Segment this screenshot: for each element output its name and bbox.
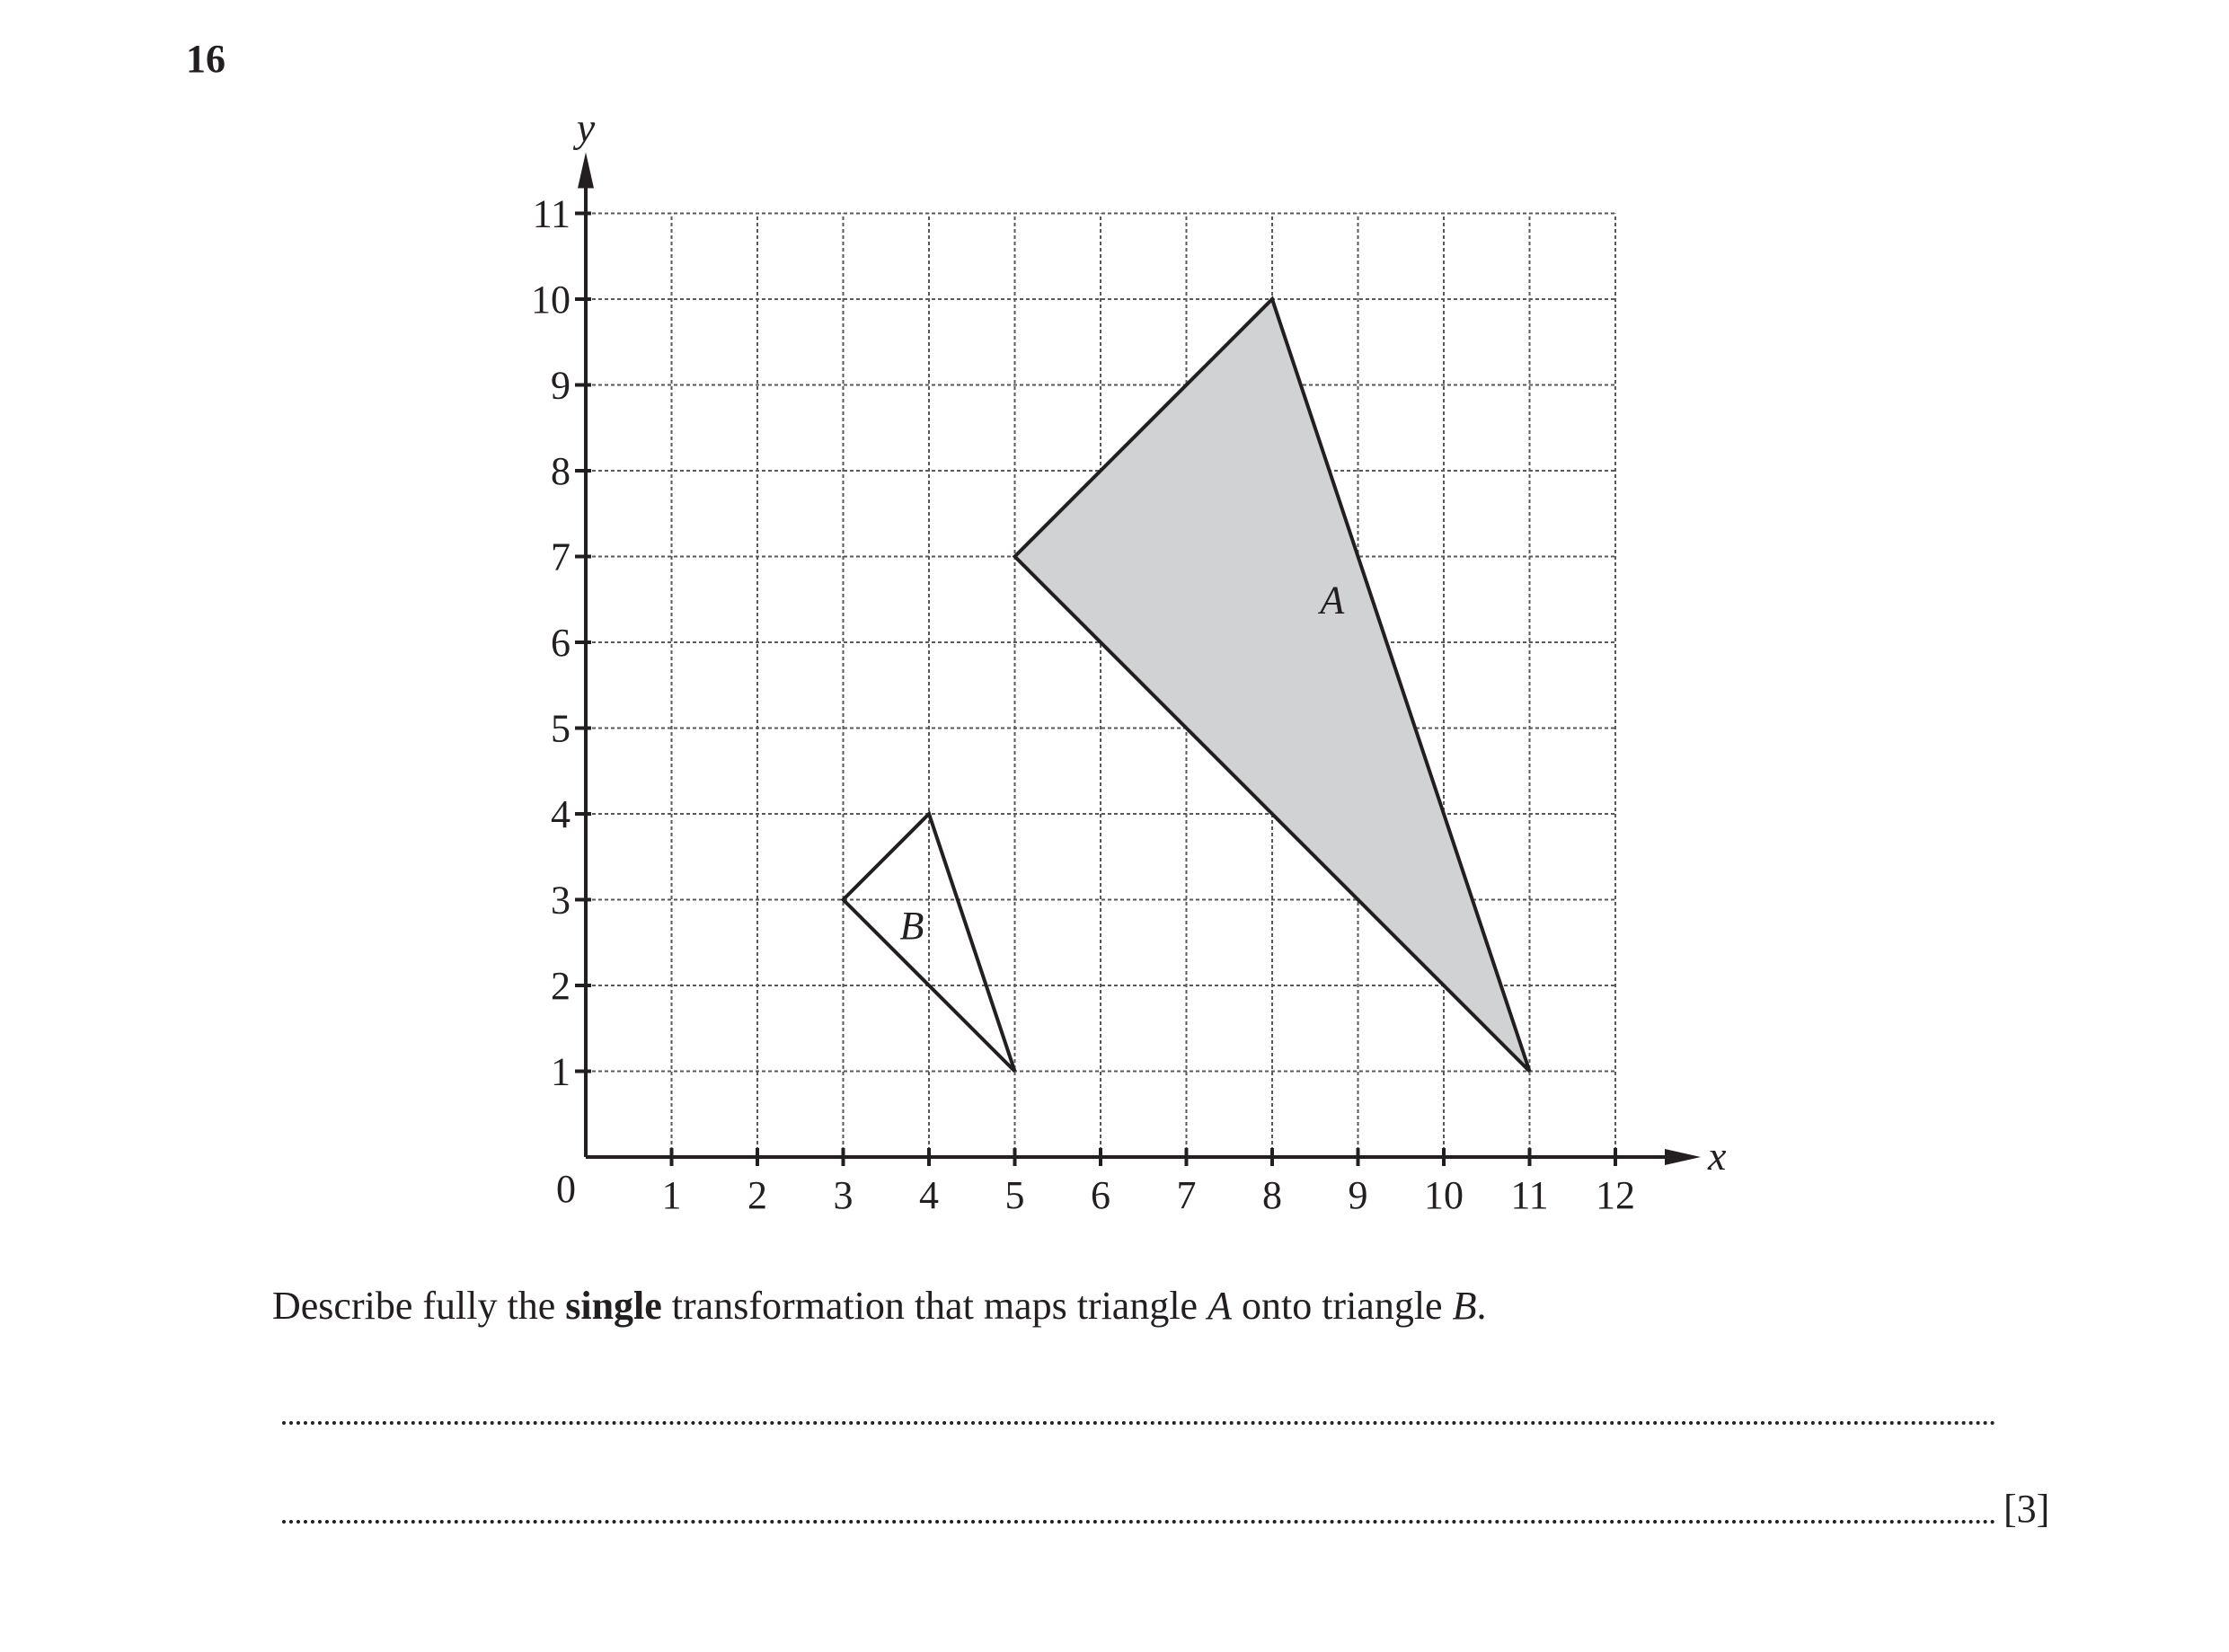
y-tick-label: 4 <box>551 792 571 836</box>
x-tick-label: 7 <box>1176 1173 1197 1217</box>
y-tick-label: 8 <box>551 449 571 493</box>
y-tick-label: 7 <box>551 534 571 579</box>
answer-line[interactable] <box>282 1520 1996 1524</box>
x-tick-label: 1 <box>661 1173 682 1217</box>
x-tick-label: 6 <box>1091 1173 1110 1217</box>
y-tick-label: 3 <box>551 878 571 923</box>
triangle-b-label: B <box>899 904 924 949</box>
y-axis-label: y <box>576 104 596 151</box>
y-tick-label: 10 <box>531 278 571 322</box>
x-tick-label: 5 <box>1004 1173 1025 1217</box>
x-tick-label: 8 <box>1262 1173 1282 1217</box>
x-axis-label: x <box>1708 1133 1727 1179</box>
tick-marks <box>575 214 1615 1167</box>
question-text-end: . <box>1476 1284 1487 1328</box>
marks-available: [3] <box>2003 1487 2050 1531</box>
x-axis-arrow <box>1665 1149 1701 1165</box>
question-text-middle: transformation that maps triangle <box>661 1284 1208 1328</box>
question-shape-a: A <box>1207 1284 1232 1328</box>
question-text-onto: onto triangle <box>1231 1284 1453 1328</box>
y-tick-label: 6 <box>551 621 571 665</box>
x-tick-label: 2 <box>747 1173 767 1217</box>
question-emphasis: single <box>565 1284 662 1328</box>
y-tick-label: 5 <box>551 706 571 751</box>
question-number: 16 <box>186 37 226 81</box>
x-tick-label: 12 <box>1596 1173 1635 1217</box>
x-tick-label: 10 <box>1424 1173 1464 1217</box>
answer-line[interactable] <box>282 1421 1996 1425</box>
x-tick-label: 3 <box>833 1173 854 1217</box>
y-tick-label: 9 <box>551 363 571 408</box>
y-axis-arrow <box>578 153 594 189</box>
tick-labels <box>531 192 1635 1218</box>
y-tick-label: 11 <box>532 191 571 236</box>
origin-label: 0 <box>556 1167 576 1211</box>
x-tick-label: 4 <box>919 1173 939 1217</box>
y-tick-label: 1 <box>551 1049 571 1094</box>
triangle-a-label: A <box>1320 578 1345 623</box>
question-text <box>272 1283 1486 1330</box>
question-shape-b: B <box>1452 1284 1477 1328</box>
question-text-before: Describe fully the <box>272 1284 566 1328</box>
y-tick-label: 2 <box>551 964 571 1008</box>
x-tick-label: 9 <box>1348 1173 1368 1217</box>
grid-lines <box>586 214 1615 1158</box>
x-tick-label: 11 <box>1510 1173 1549 1217</box>
